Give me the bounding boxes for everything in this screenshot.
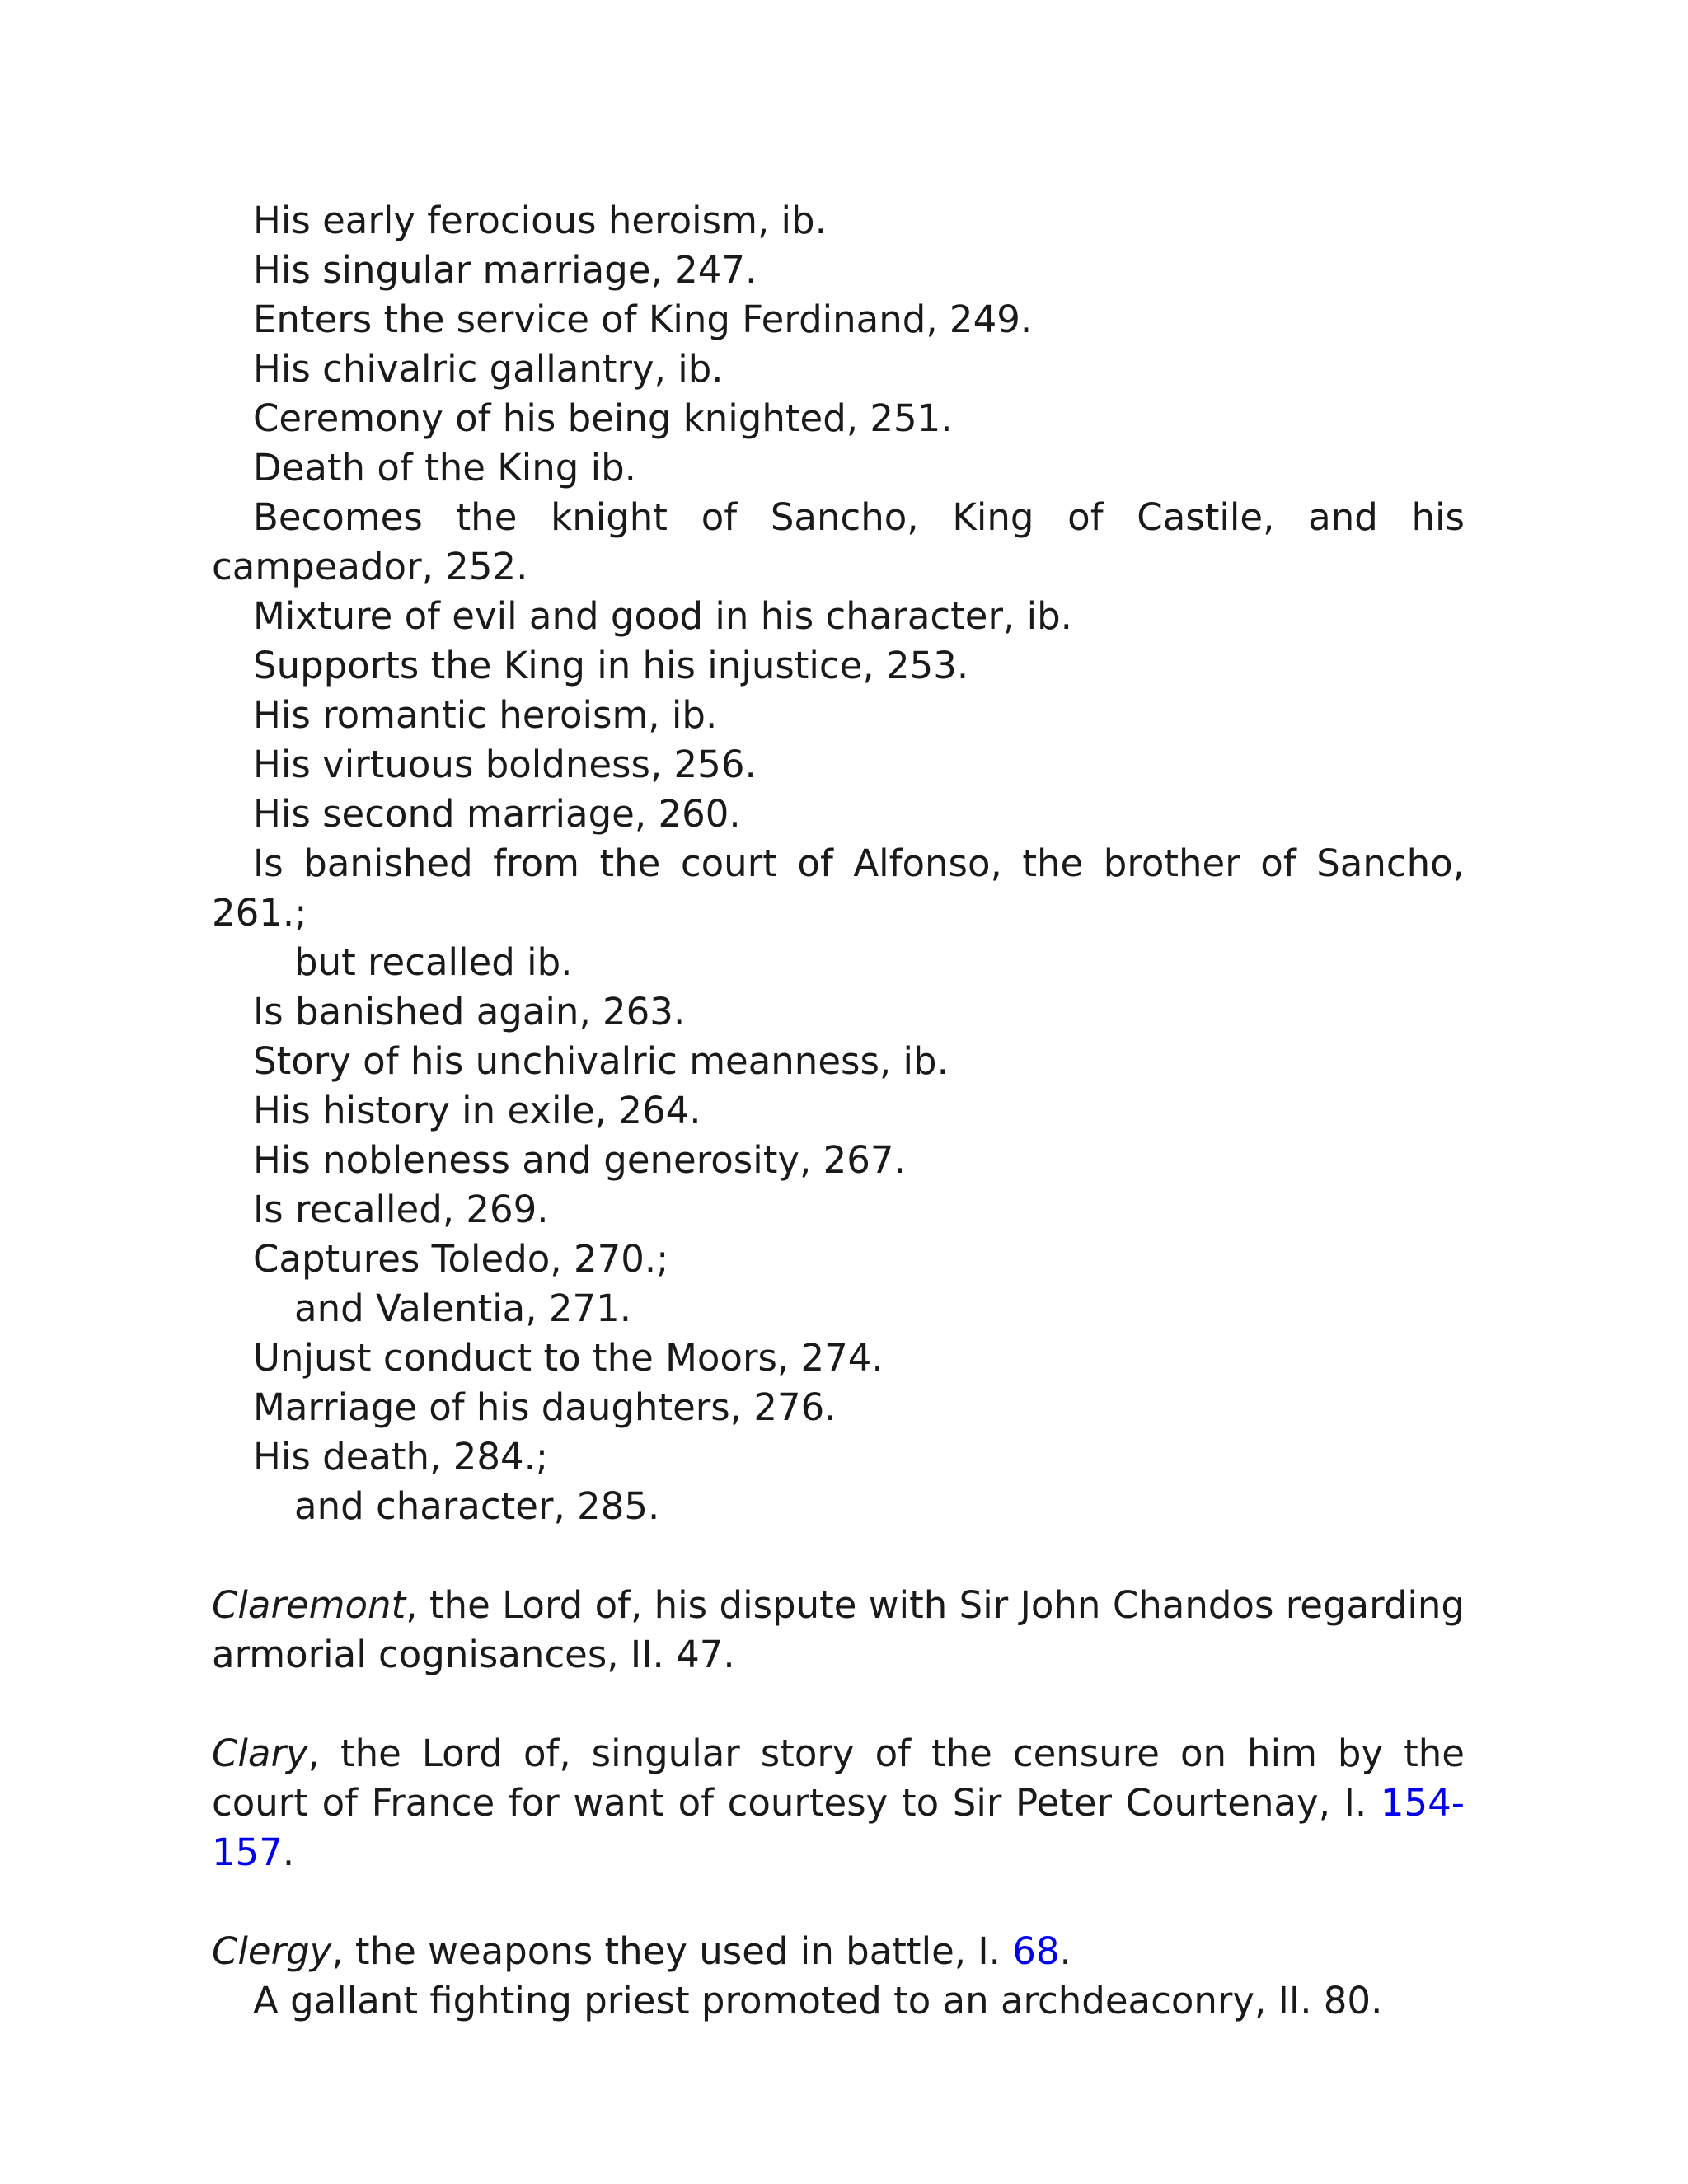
index-subentry: His early ferocious heroism, ib. — [253, 199, 827, 242]
index-subentry: His chivalric gallantry, ib. — [253, 347, 724, 391]
index-continuation: and character, 285. — [294, 1484, 660, 1528]
index-subentry: His history in exile, 264. — [253, 1089, 701, 1132]
index-subentry: Mixture of evil and good in his character, ib. — [253, 594, 1072, 638]
index-subentry: Is banished again, 263. — [253, 990, 686, 1033]
entry-spacer — [212, 1680, 1465, 1729]
index-subentry: Ceremony of his being knighted, 251. — [253, 396, 953, 440]
index-subentry: His romantic heroism, ib. — [253, 693, 718, 737]
index-subentry: Is banished from the court of Alfonso, the brother of Sancho, 261.; — [212, 841, 1465, 935]
index-subentry: His nobleness and generosity, 267. — [253, 1138, 906, 1182]
entry-spacer — [212, 1531, 1465, 1581]
index-subentry: Becomes the knight of Sancho, King of Castile, and his campeador, 252. — [212, 495, 1465, 588]
index-term: Clary — [212, 1732, 308, 1775]
index-subentry: Marriage of his daughters, 276. — [253, 1385, 837, 1429]
index-entry-text: , the Lord of, singular story of the censure on him by the court of France for want of courtesy to Sir Peter Courtenay, I. — [212, 1732, 1465, 1825]
index-term: Claremont — [212, 1583, 406, 1627]
page-link[interactable]: 68 — [1012, 1929, 1060, 1973]
index-page — [212, 196, 1465, 2026]
index-term: Clergy — [212, 1929, 332, 1973]
index-continuation: but recalled ib. — [294, 940, 573, 984]
index-subentry: Is recalled, 269. — [253, 1188, 549, 1231]
index-entry-text: , the weapons they used in battle, I. — [331, 1929, 1013, 1973]
page-link[interactable]: 154-157 — [212, 1781, 1465, 1874]
index-subentry: Unjust conduct to the Moors, 274. — [253, 1336, 884, 1380]
index-subentry: Supports the King in his injustice, 253. — [253, 644, 969, 687]
index-subentry: Story of his unchivalric meanness, ib. — [253, 1039, 949, 1083]
index-subentry: A gallant fighting priest promoted to an archdeaconry, II. 80. — [253, 1979, 1383, 2022]
index-subentry: His virtuous boldness, 256. — [253, 743, 757, 786]
index-entry-end: . — [282, 1830, 295, 1874]
index-entry-clary — [212, 1729, 1465, 1877]
index-subentry: His singular marriage, 247. — [253, 248, 757, 292]
index-subentry: His death, 284.; — [253, 1435, 549, 1479]
index-entry-clergy — [212, 1927, 1465, 1976]
index-entry-end: . — [1059, 1929, 1071, 1973]
index-subentry: Death of the King ib. — [253, 446, 636, 490]
index-entry-text: , the Lord of, his dispute with Sir John Chandos regarding armorial cognisances, II. 47. — [212, 1583, 1465, 1676]
index-subentry: Captures Toledo, 270.; — [253, 1237, 669, 1281]
index-subentry: Enters the service of King Ferdinand, 249. — [253, 298, 1033, 341]
index-entry-claremont — [212, 1581, 1465, 1680]
index-continuation: and Valentia, 271. — [294, 1286, 632, 1330]
entry-spacer — [212, 1877, 1465, 1927]
index-subentry: His second marriage, 260. — [253, 792, 741, 836]
